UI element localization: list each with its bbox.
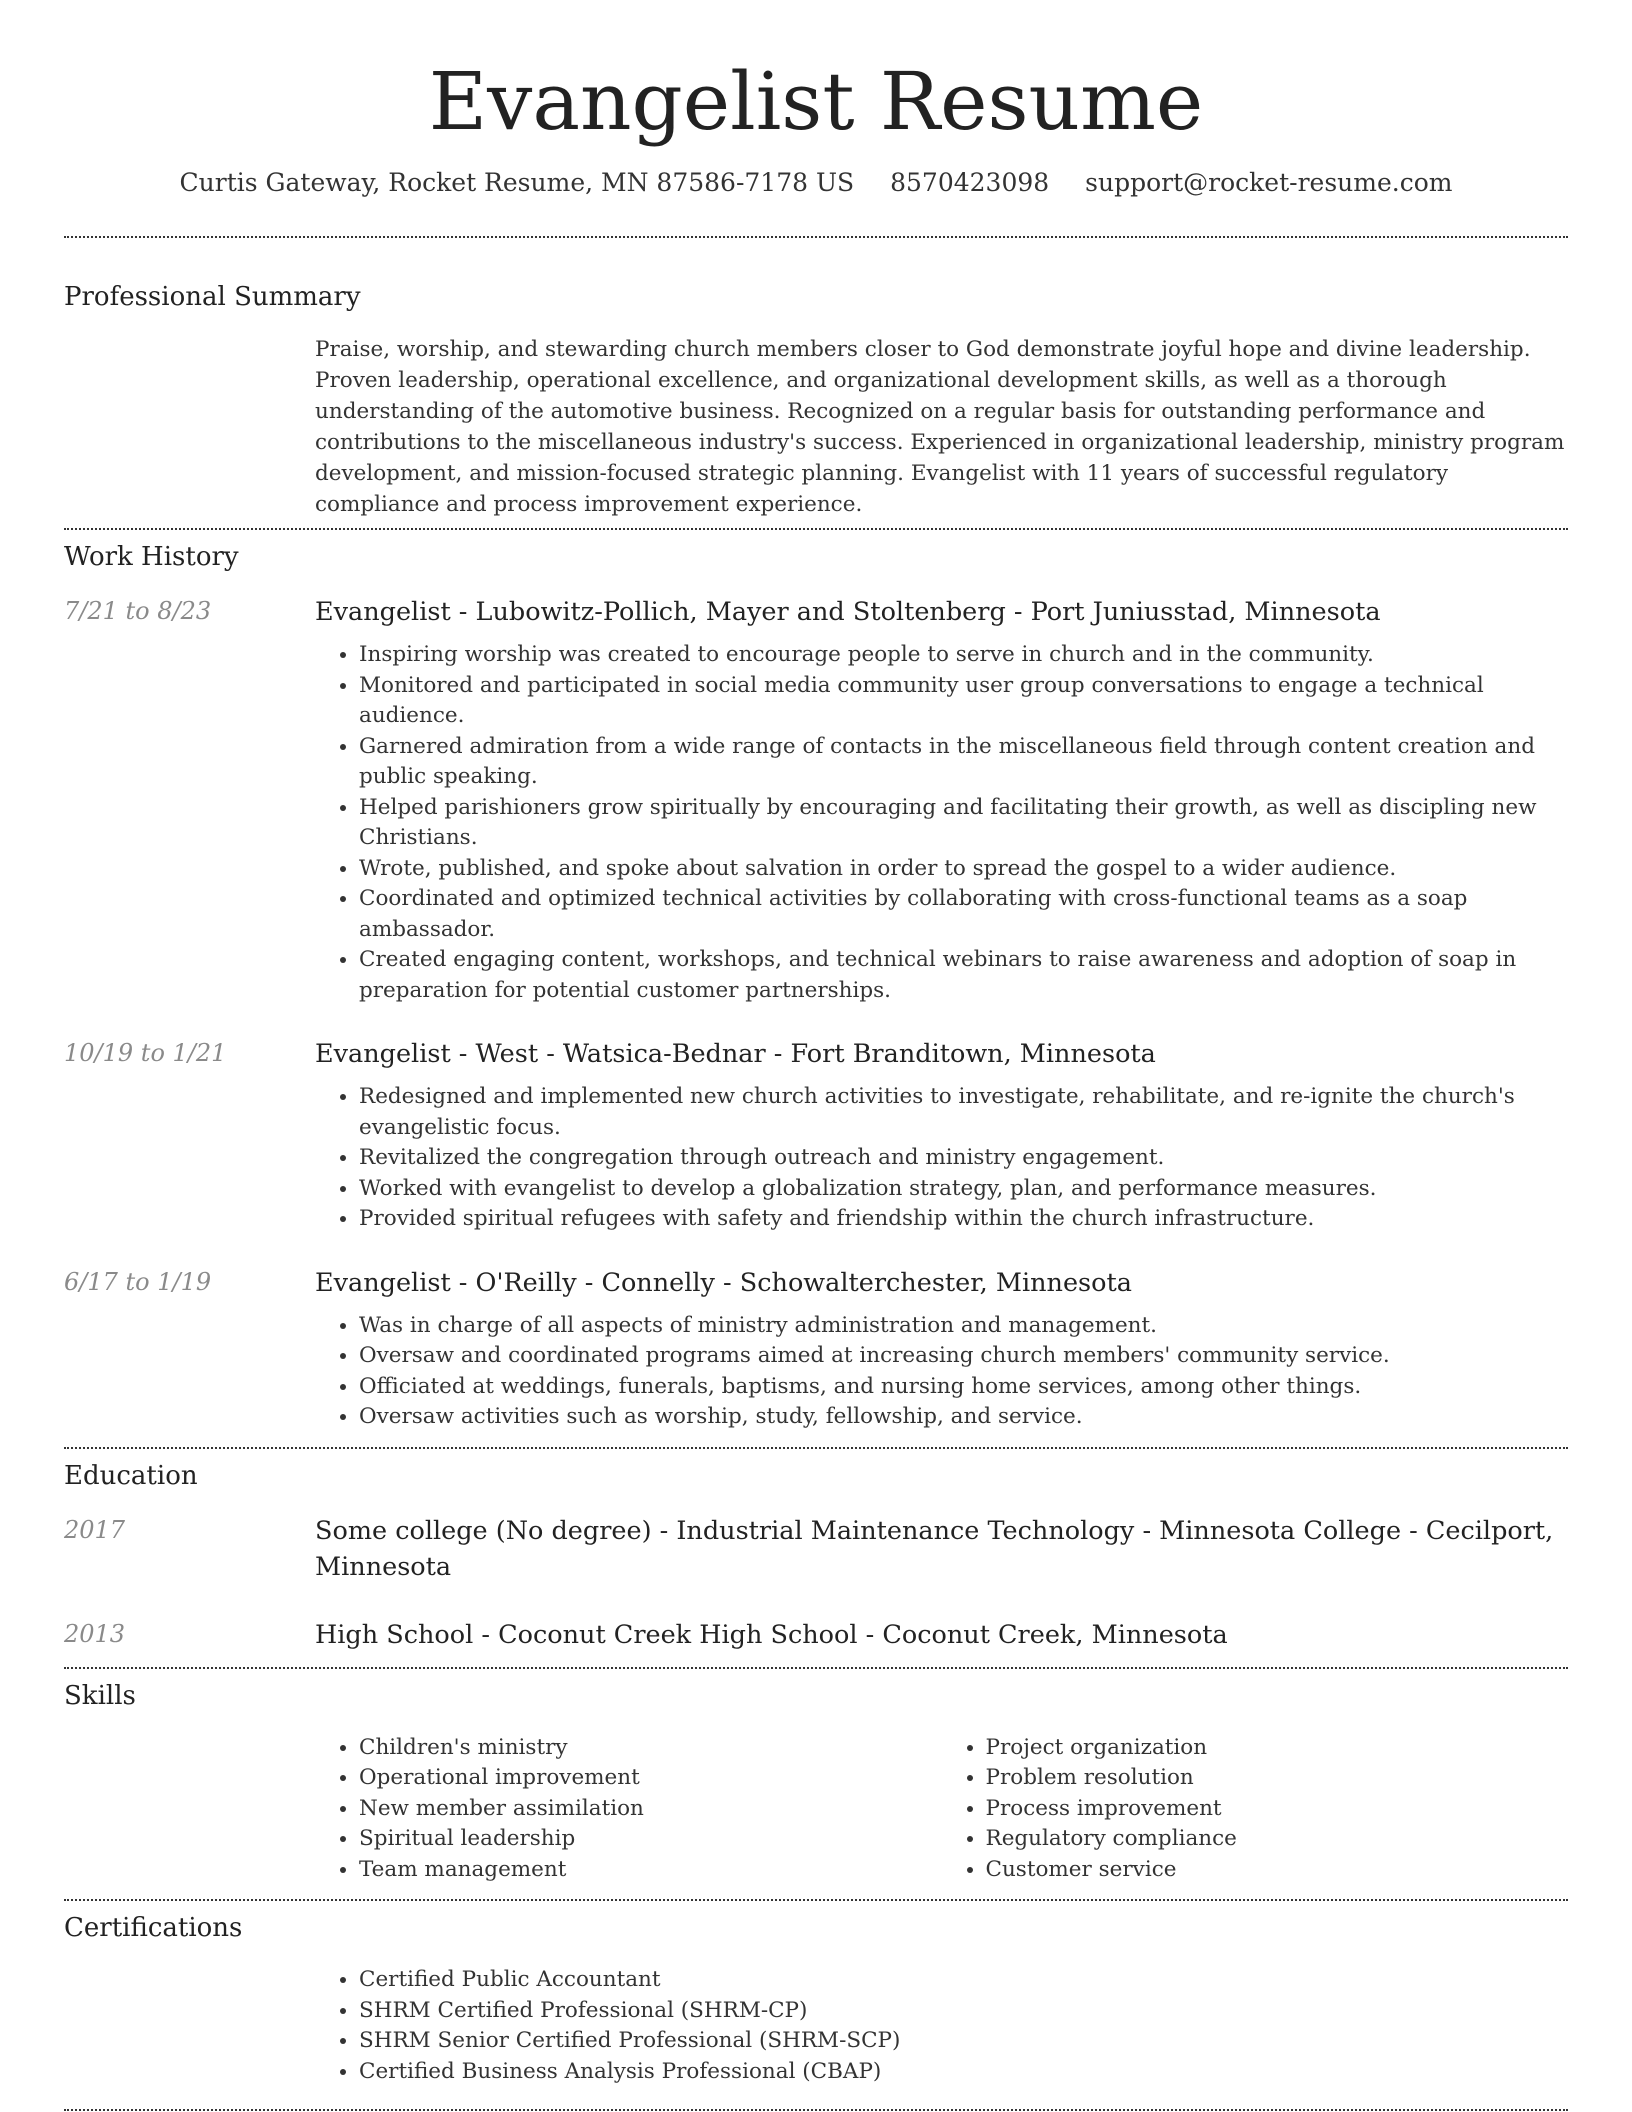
section-title-work: Work History: [64, 542, 239, 572]
list-item: • Redesigned and implemented new church activities to investigate, rehabilitate, and re-ignite the church's evangelistic focus.: [359, 1082, 1568, 1143]
list-item: • Revitalized the congregation through outreach and ministry engagement.: [359, 1143, 1568, 1174]
education-year: 2013: [64, 1619, 126, 1648]
contact-line: [0, 166, 1632, 200]
list-item: • Created engaging content, workshops, and technical webinars to raise awareness and adoption of soap in preparation for potential customer partnerships.: [359, 945, 1568, 1006]
job-bullets: [315, 1082, 1568, 1235]
section-title-certifications: Certifications: [64, 1913, 243, 1943]
skills-list-left: [315, 1733, 942, 1886]
contact-address: Curtis Gateway, Rocket Resume, MN 87586-7178 US: [179, 168, 855, 197]
job-heading: Evangelist - Lubowitz-Pollich, Mayer and Stoltenberg - Port Juniusstad, Minnesota: [315, 597, 1381, 627]
list-item: • Garnered admiration from a wide range of contacts in the miscellaneous field through content creation and public speaking.: [359, 732, 1568, 793]
contact-phone: 8570423098: [890, 168, 1050, 197]
list-item: • Project organization: [986, 1733, 1569, 1764]
education-heading: Some college (No degree) - Industrial Maintenance Technology - Minnesota College - Cecilport, Minnesota: [315, 1515, 1554, 1582]
list-item: • Certified Business Analysis Professional (CBAP): [359, 2057, 1568, 2088]
list-item: • Customer service: [986, 1855, 1569, 1886]
summary-section: [0, 238, 1632, 520]
education-entry: [64, 1617, 1568, 1653]
job-entry: [64, 1036, 1568, 1235]
education-entry: [64, 1513, 1568, 1585]
job-heading: Evangelist - West - Watsica-Bednar - Fort Branditown, Minnesota: [315, 1039, 1156, 1069]
list-item: • Regulatory compliance: [986, 1824, 1569, 1855]
list-item: • New member assimilation: [359, 1794, 942, 1825]
contact-email: support@rocket-resume.com: [1085, 168, 1453, 197]
list-item: • Operational improvement: [359, 1763, 942, 1794]
list-item: • Officiated at weddings, funerals, baptisms, and nursing home services, among other things.: [359, 1372, 1568, 1403]
job-dates: 7/21 to 8/23: [64, 597, 212, 625]
resume-title: Evangelist Resume: [428, 55, 1204, 148]
section-title-education: Education: [64, 1460, 198, 1491]
list-item: • Monitored and participated in social media community user group conversations to engage a technical audience.: [359, 671, 1568, 732]
list-item: • Worked with evangelist to develop a globalization strategy, plan, and performance measures.: [359, 1174, 1568, 1205]
list-item: • Team management: [359, 1855, 942, 1886]
skills-section: [0, 1669, 1632, 1886]
certifications-list: [315, 1965, 1568, 2087]
list-item: • Wrote, published, and spoke about salvation in order to spread the gospel to a wider audience.: [359, 854, 1568, 885]
work-history-section: [0, 530, 1632, 1433]
list-item: • Certified Public Accountant: [359, 1965, 1568, 1996]
job-entry: [64, 594, 1568, 1006]
education-year: 2017: [64, 1515, 126, 1544]
certifications-section: [0, 1901, 1632, 2087]
list-item: • SHRM Certified Professional (SHRM-CP): [359, 1996, 1568, 2027]
list-item: • Oversaw and coordinated programs aimed at increasing church members' community service.: [359, 1341, 1568, 1372]
job-dates: 6/17 to 1/19: [64, 1267, 212, 1296]
list-item: • Inspiring worship was created to encourage people to serve in church and in the community.: [359, 640, 1568, 671]
education-section: [0, 1449, 1632, 1653]
list-item: • Helped parishioners grow spiritually by encouraging and facilitating their growth, as well as discipling new Christians.: [359, 793, 1568, 854]
job-bullets: [315, 640, 1568, 1006]
education-heading: High School - Coconut Creek High School - Coconut Creek, Minnesota: [315, 1619, 1228, 1650]
job-entry: [64, 1265, 1568, 1433]
list-item: • Children's ministry: [359, 1733, 942, 1764]
list-item: • Process improvement: [986, 1794, 1569, 1825]
job-bullets: [315, 1311, 1568, 1433]
section-title-skills: Skills: [64, 1680, 136, 1711]
section-title-summary: Professional Summary: [64, 282, 361, 312]
summary-text: Praise, worship, and stewarding church members closer to God demonstrate joyful hope and divine leadership. Proven leadership, operational excellence, and organizational development skills, as well as a thorough understanding of the automotive business. Recognized on a regular basis for outstanding performance and contributions to the miscellaneous industry's success. Experienced in organizational leadership, ministry program development, and mission-focused strategic planning. Evangelist with 11 years of successful regulatory compliance and process improvement experience.: [315, 337, 1565, 517]
job-dates: 10/19 to 1/21: [64, 1039, 227, 1067]
skills-list-right: [942, 1733, 1569, 1886]
list-item: • Coordinated and optimized technical activities by collaborating with cross-functional teams as a soap ambassador.: [359, 884, 1568, 945]
list-item: • Oversaw activities such as worship, study, fellowship, and service.: [359, 1402, 1568, 1433]
list-item: • Was in charge of all aspects of ministry administration and management.: [359, 1311, 1568, 1342]
list-item: • Problem resolution: [986, 1763, 1569, 1794]
list-item: • Provided spiritual refugees with safety and friendship within the church infrastructure.: [359, 1204, 1568, 1235]
list-item: • Spiritual leadership: [359, 1824, 942, 1855]
section-divider: [64, 2109, 1568, 2111]
job-heading: Evangelist - O'Reilly - Connelly - Schowalterchester, Minnesota: [315, 1267, 1132, 1298]
list-item: • SHRM Senior Certified Professional (SHRM-SCP): [359, 2026, 1568, 2057]
